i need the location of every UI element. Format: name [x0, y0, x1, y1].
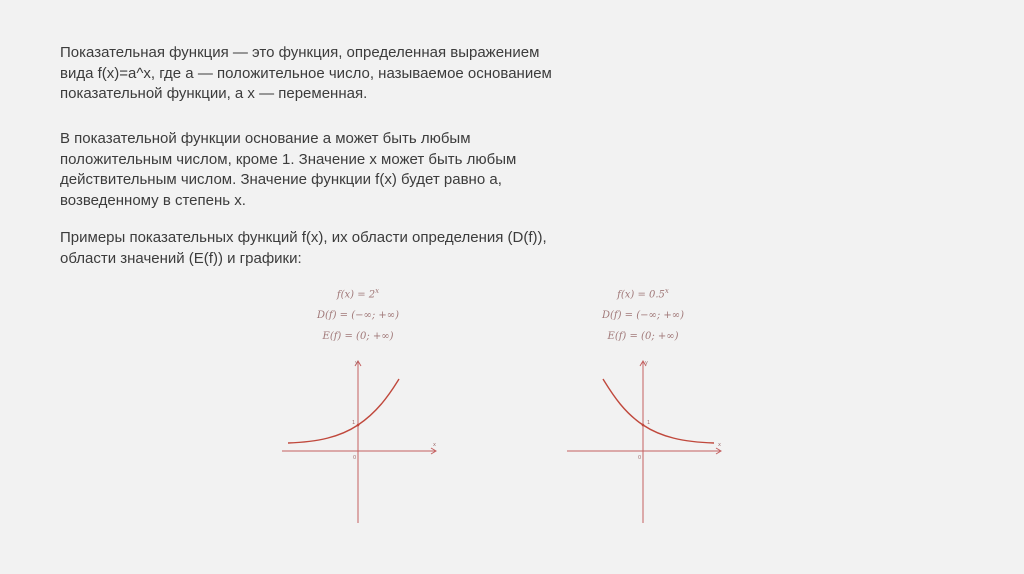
function-formula-left	[258, 281, 458, 305]
x-axis-label: x	[433, 442, 436, 448]
graph-exponential-growth	[278, 355, 440, 527]
graph-exponential-decay	[563, 355, 725, 527]
function-exponent-right: x	[664, 287, 669, 295]
range-formula-left: E(f) = (0; +∞)	[322, 331, 394, 343]
examples-intro-paragraph: Примеры показательных функций f(x), их области определения (D(f)), области значений (E(f)) и графики:	[60, 229, 547, 267]
domain-formula-right: D(f) = (−∞; +∞)	[601, 310, 685, 322]
point-0-1	[357, 424, 360, 427]
function-base-left: f(x) = 2	[336, 289, 376, 301]
y-one-label: 1	[647, 420, 651, 426]
function-base-right: f(x) = 0.5	[617, 289, 665, 301]
function-exponent-left: x	[375, 287, 380, 295]
curve-half-pow-x	[603, 379, 714, 443]
curve-2-pow-x	[288, 379, 399, 443]
y-axis-label: y	[645, 360, 648, 366]
example-formulas-right	[543, 281, 743, 347]
definition-paragraph: Показательная функция — это функция, определенная выражением вида f(x)=a^x, где a — положительное число, называемое основанием показательной функции, а x — переменная.	[60, 44, 552, 102]
origin-label: 0	[353, 455, 357, 461]
example-formulas-left	[258, 281, 458, 347]
y-axis-label: y	[355, 360, 358, 366]
function-formula-right	[543, 281, 743, 305]
origin-label: 0	[638, 455, 642, 461]
base-explanation-paragraph: В показательной функции основание a может быть любым положительным числом, кроме 1. Значение x может быть любым действительным числом. Значение функции f(x) будет равно a, возведенному в степень x.	[60, 130, 517, 209]
domain-formula-left: D(f) = (−∞; +∞)	[316, 310, 400, 322]
y-one-label: 1	[352, 420, 356, 426]
point-0-1	[642, 424, 645, 427]
x-axis-label: x	[718, 442, 721, 448]
range-formula-right: E(f) = (0; +∞)	[607, 331, 679, 343]
